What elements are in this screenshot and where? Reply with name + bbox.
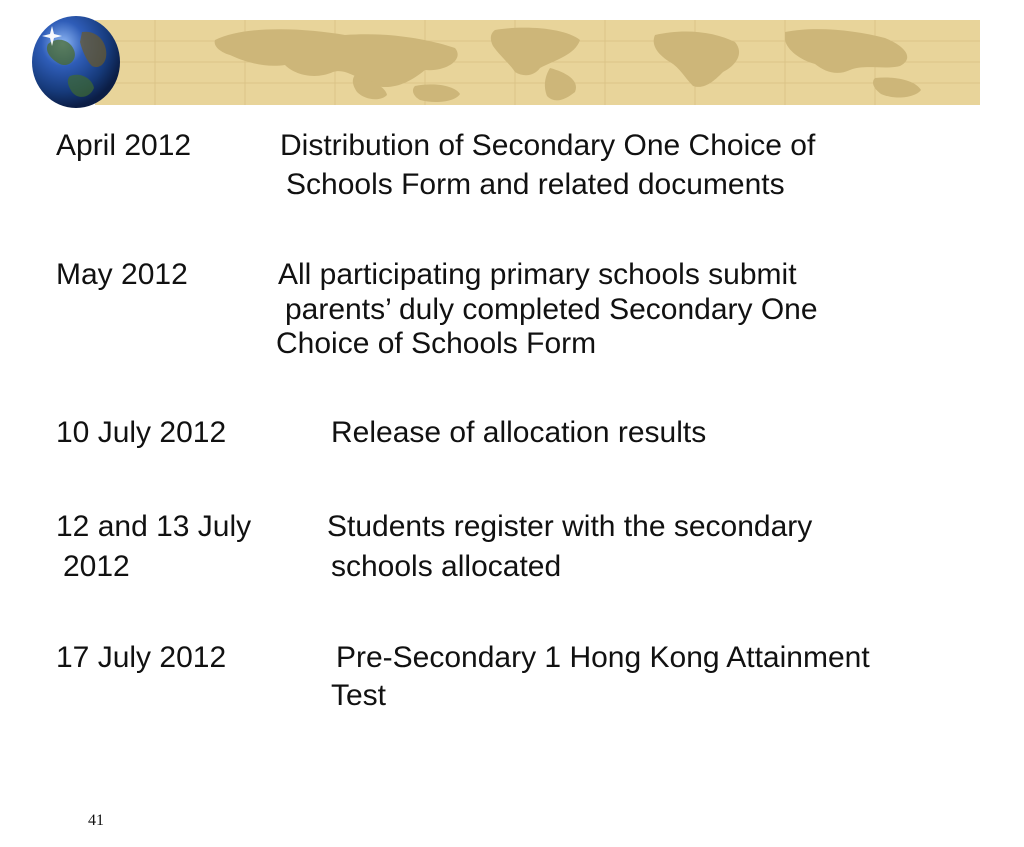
schedule-event: Test [331, 679, 387, 712]
page-number: 41 [88, 812, 104, 829]
schedule-event: Pre-Secondary 1 Hong Kong Attainment [336, 641, 870, 674]
schedule-date: 2012 [63, 550, 130, 583]
schedule-event: Choice of Schools Form [276, 327, 597, 360]
schedule-event: schools allocated [331, 550, 562, 583]
schedule-date: 12 and 13 July [56, 510, 252, 543]
schedule-date: April 2012 [56, 129, 192, 162]
schedule-event: All participating primary schools submit [278, 258, 797, 291]
schedule-date: 17 July 2012 [56, 641, 227, 674]
schedule-date: May 2012 [56, 258, 188, 291]
schedule-event: Release of allocation results [331, 416, 707, 449]
schedule-event: parents’ duly completed Secondary One [285, 293, 818, 326]
schedule-event: Schools Form and related documents [286, 168, 785, 201]
schedule-date: 10 July 2012 [56, 416, 227, 449]
schedule-event: Distribution of Secondary One Choice of [280, 129, 816, 162]
schedule-event: Students register with the secondary [327, 510, 813, 543]
